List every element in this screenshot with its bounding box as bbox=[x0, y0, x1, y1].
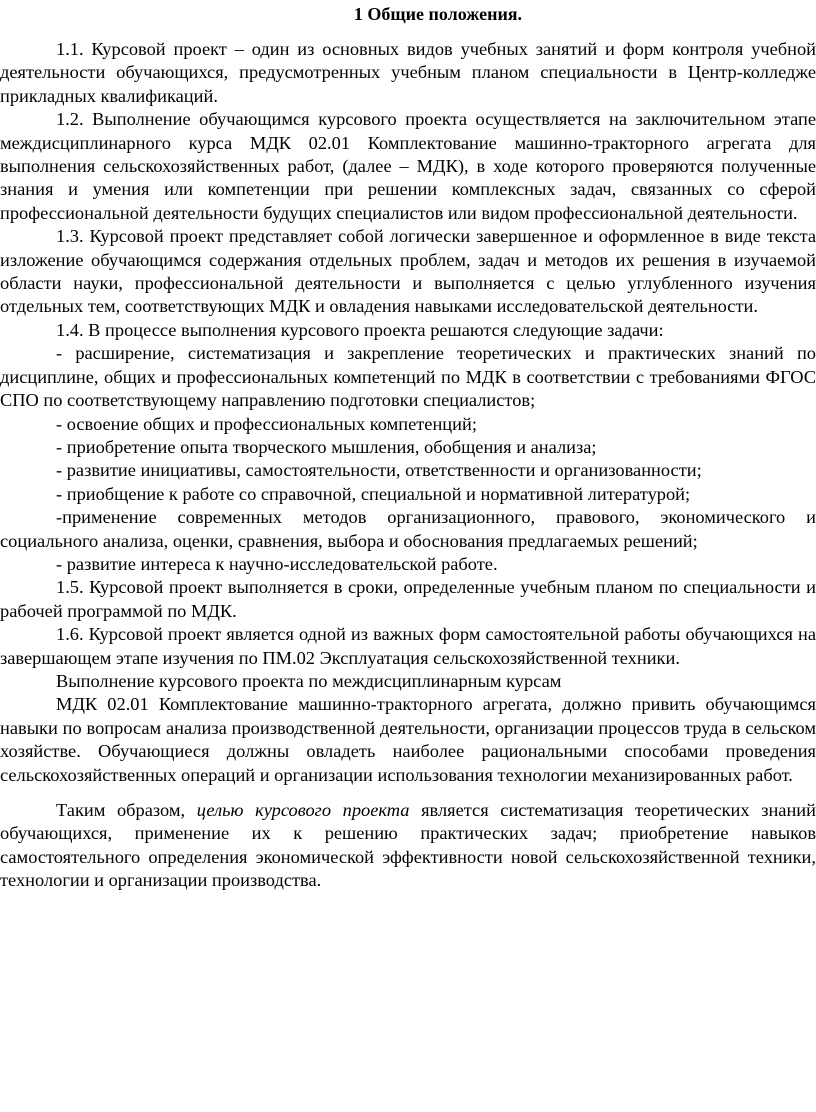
paragraph-interdisciplinary: Выполнение курсового проекта по междисциплинарным курсам bbox=[56, 670, 562, 691]
paragraph-conclusion bbox=[0, 799, 816, 893]
task-item-competencies: - освоение общих и профессиональных компетенций; bbox=[56, 413, 477, 434]
task-item-literature: - приобщение к работе со справочной, специальной и нормативной литературой; bbox=[56, 483, 691, 504]
paragraph-1-3: 1.3. Курсовой проект представляет собой логически завершенное и оформленное в виде текста изложение обучающимся содержания отдельных проблем, задач и методов их решения в изучаемой области науки, профессиональной деятельности и выполняется с целью углубленного изучения отдельных тем, соответствующих МДК и овладения навыками исследовательской деятельности. bbox=[0, 226, 816, 317]
conclusion-emphasis: целью курсового проекта bbox=[196, 800, 410, 820]
conclusion-rest: является систематизация теоретических знаний обучающихся, применение их к решению практических задач; приобретение навыков самостоятельного определения экономической эффективности новой сельскохозяйственной техники, технологии и организации производства. bbox=[0, 800, 816, 891]
paragraph-1-4: 1.4. В процессе выполнения курсового проекта решаются следующие задачи: bbox=[56, 319, 664, 340]
paragraph-1-5: 1.5. Курсовой проект выполняется в сроки, определенные учебным планом по специальности и рабочей программой по МДК. bbox=[0, 577, 816, 621]
paragraph-1-1: 1.1. Курсовой проект – один из основных видов учебных занятий и форм контроля учебной деятельности обучающихся, предусмотренных учебным планом специальности в Центр-колледже прикладных квалификаций. bbox=[0, 39, 816, 106]
paragraph-1-6: 1.6. Курсовой проект является одной из важных форм самостоятельной работы обучающихся на завершающем этапе изучения по ПМ.02 Эксплуатация сельскохозяйственной техники. bbox=[0, 624, 816, 668]
task-item-creative-thinking: - приобретение опыта творческого мышления, обобщения и анализа; bbox=[56, 436, 597, 457]
conclusion-lead: Таким образом, bbox=[56, 800, 197, 820]
section-heading: 1 Общие положения. bbox=[353, 4, 523, 24]
task-item-initiative: - развитие инициативы, самостоятельности, ответственности и организованности; bbox=[56, 460, 702, 481]
paragraph-mdk-0201: МДК 02.01 Комплектование машинно-тракторного агрегата, должно привить обучающимся навыки по вопросам анализа производственной деятельности, организации процессов труда в сельском хозяйстве. Обучающиеся должны овладеть наиболее рациональными способами проведения сельскохозяйственных операций и организации использования технологии механизированных работ. bbox=[0, 694, 816, 785]
task-item-expansion: - расширение, систематизация и закрепление теоретических и практических знаний по дисциплине, общих и профессиональных компетенций по МДК в соответствии с требованиями ФГОС СПО по соответствующему направлению подготовки специалистов; bbox=[0, 343, 816, 411]
document-page bbox=[0, 2, 816, 893]
task-item-modern-methods: -применение современных методов организационного, правового, экономического и социального анализа, оценки, сравнения, выбора и обоснования предлагаемых решений; bbox=[0, 507, 816, 551]
paragraph-1-2: 1.2. Выполнение обучающимся курсового проекта осуществляется на заключительном этапе междисциплинарного курса МДК 02.01 Комплектование машинно-тракторного агрегата для выполнения сельскохозяйственных работ, (далее – МДК), в ходе которого проверяются полученные знания и умения или компетенции при решении комплексных задач, связанных со сферой профессиональной деятельности будущих специалистов или видом профессиональной деятельности. bbox=[0, 109, 816, 223]
task-item-research-interest: - развитие интереса к научно-исследовательской работе. bbox=[56, 553, 498, 574]
